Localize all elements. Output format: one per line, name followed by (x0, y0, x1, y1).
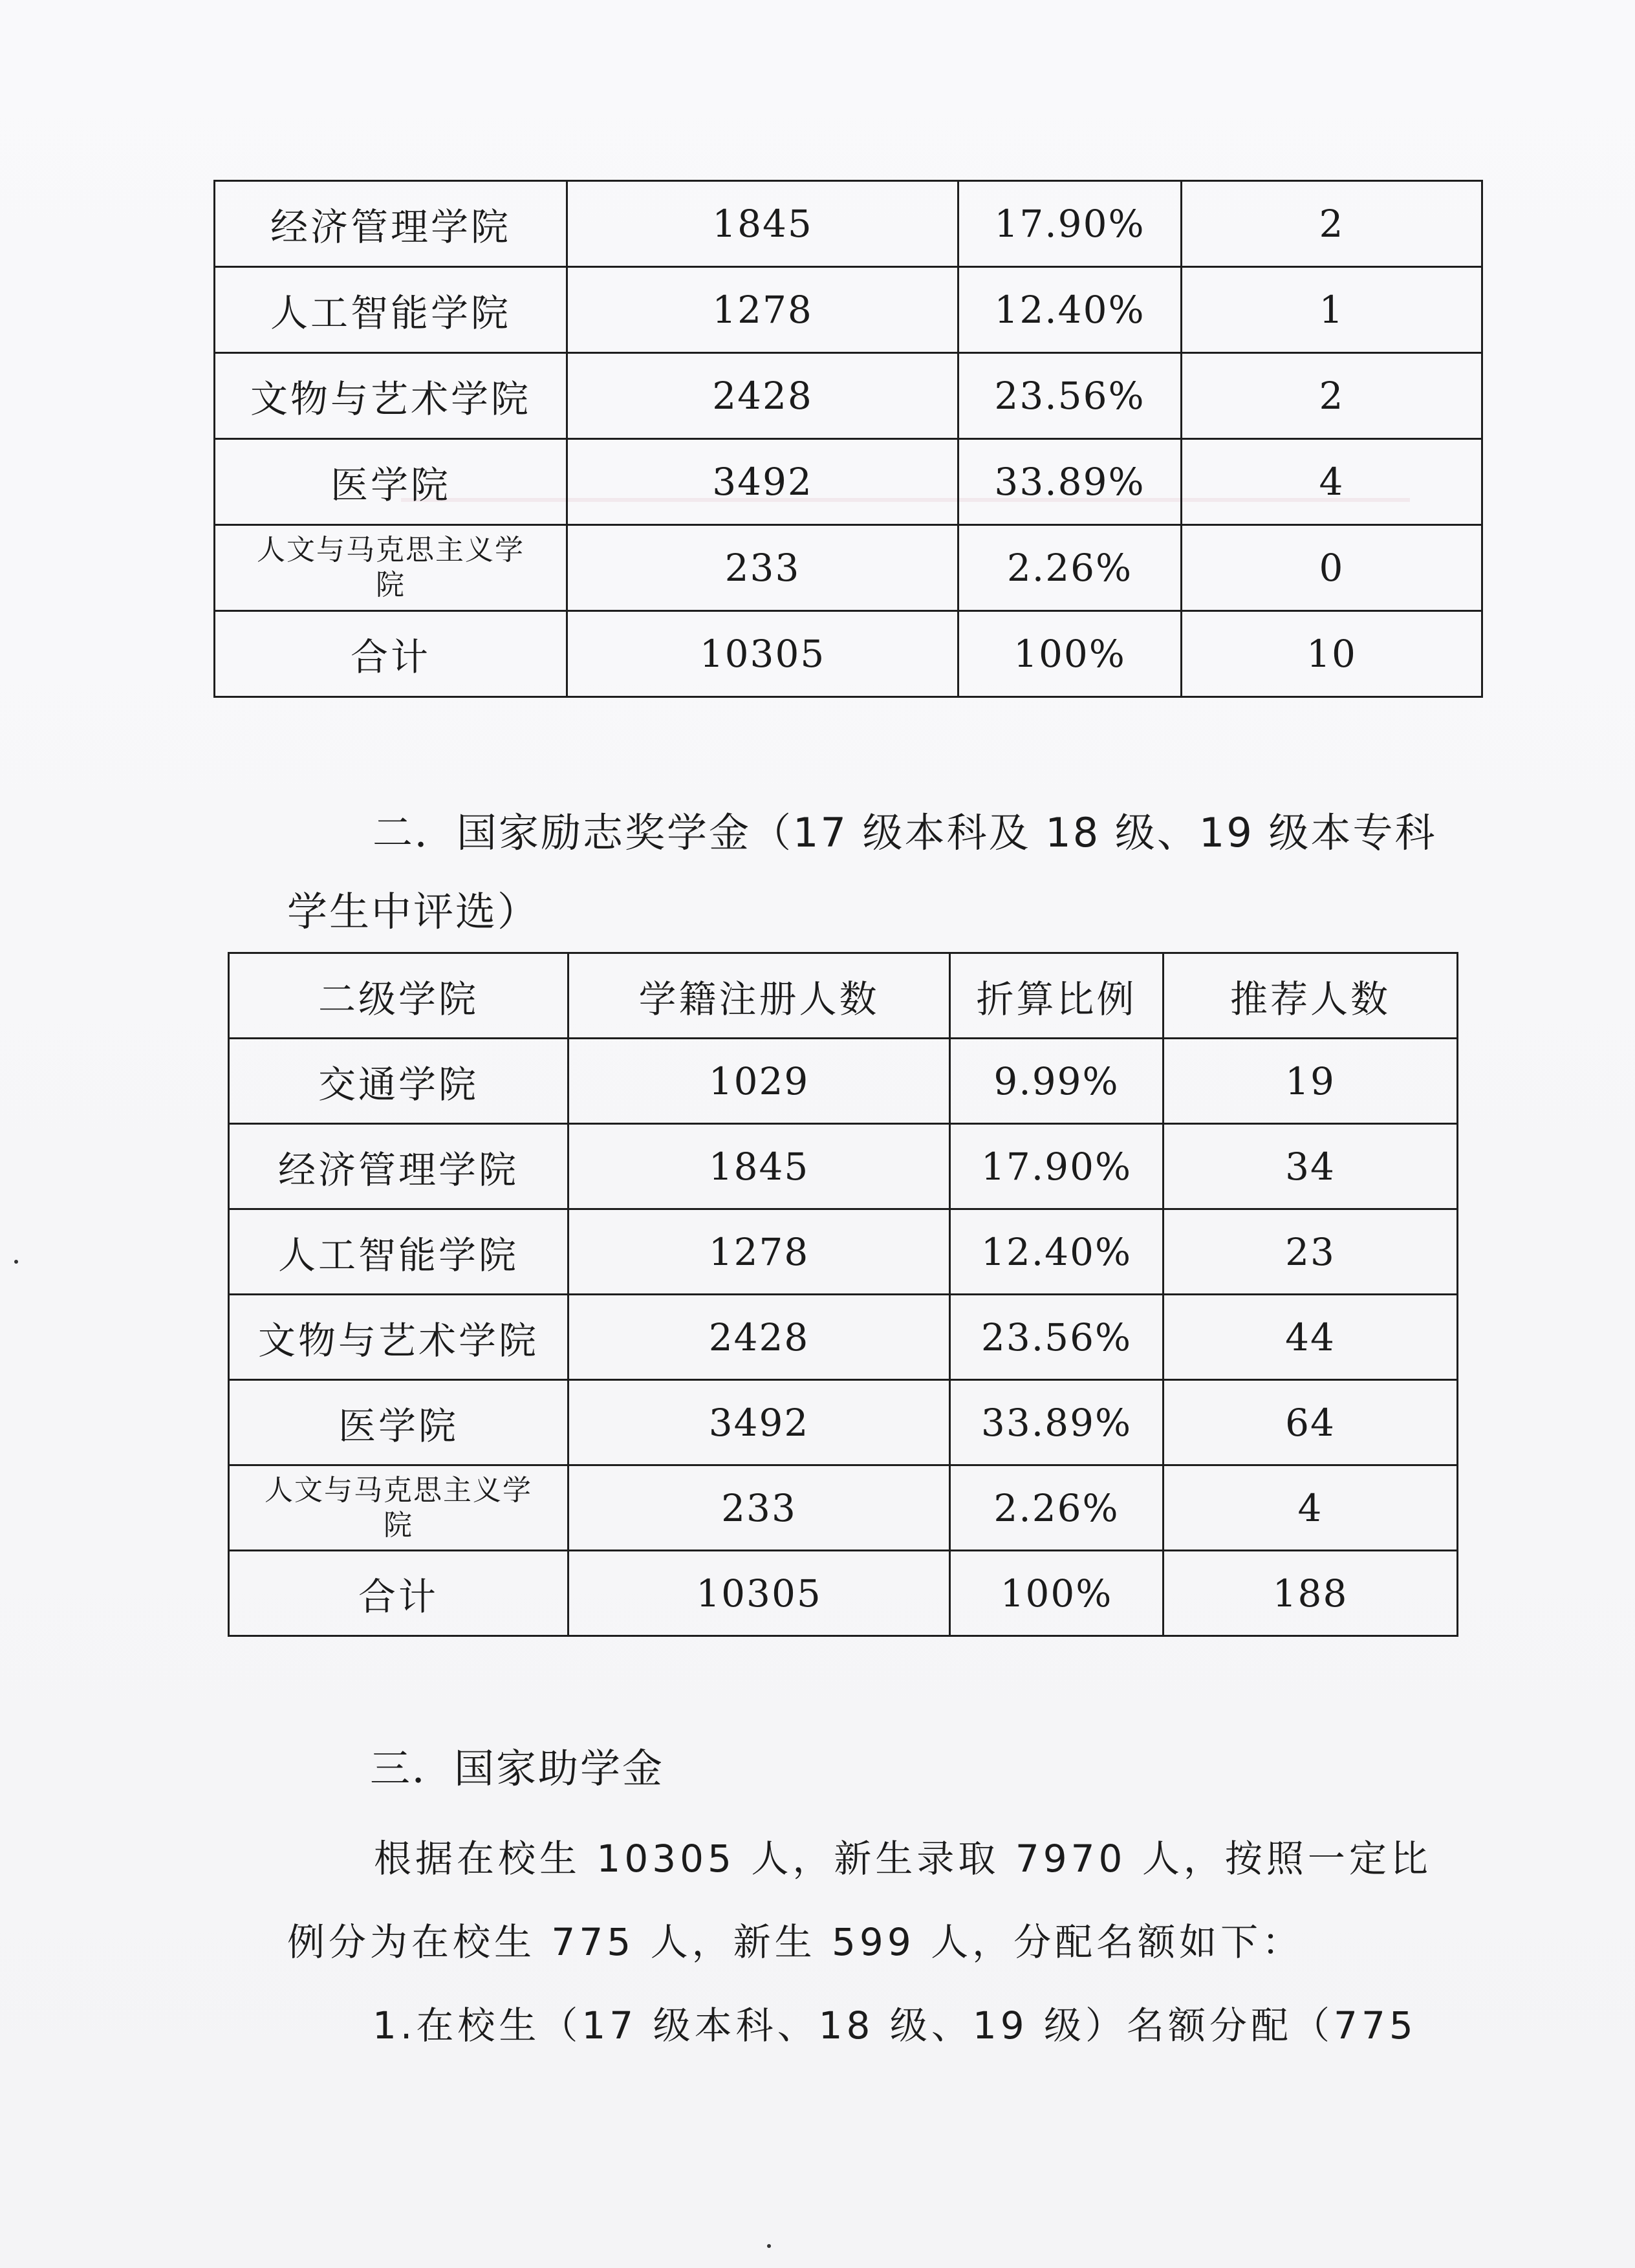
college-cell: 人工智能学院 (229, 1209, 568, 1295)
ratio-cell: 23.56% (958, 353, 1182, 439)
ratio-cell: 17.90% (950, 1124, 1164, 1209)
quota-cell: 188 (1164, 1551, 1458, 1636)
table-row (215, 267, 1482, 353)
ratio-cell: 2.26% (950, 1465, 1164, 1551)
table-row (229, 1209, 1458, 1295)
table-row (229, 1039, 1458, 1124)
ratio-cell: 23.56% (950, 1295, 1164, 1380)
quota-cell: 34 (1164, 1124, 1458, 1209)
ratio-cell: 12.40% (958, 267, 1182, 353)
quota-cell: 44 (1164, 1295, 1458, 1380)
college-cell: 文物与艺术学院 (229, 1295, 568, 1380)
ratio-cell: 100% (950, 1551, 1164, 1636)
scan-speck (14, 1260, 18, 1264)
registered-count-cell: 2428 (567, 353, 958, 439)
college-cell: 医学院 (229, 1380, 568, 1465)
quota-cell: 19 (1164, 1039, 1458, 1124)
table-row (229, 1295, 1458, 1380)
registered-count-cell: 3492 (567, 439, 958, 525)
quota-cell: 4 (1164, 1465, 1458, 1551)
college-cell: 合计 (215, 611, 567, 697)
registered-count-cell: 2428 (568, 1295, 950, 1380)
college-cell: 经济管理学院 (229, 1124, 568, 1209)
registered-count-cell: 1845 (568, 1124, 950, 1209)
section-2-heading: 二．国家励志奖学金（17 级本科及 18 级、19 级本专科 (373, 809, 1437, 856)
college-cell: 合计 (229, 1551, 568, 1636)
college-cell: 交通学院 (229, 1039, 568, 1124)
college-cell: 医学院 (215, 439, 567, 525)
quota-cell: 0 (1182, 525, 1482, 611)
allocation-table-1-body (215, 181, 1482, 697)
table-row (229, 1380, 1458, 1465)
college-cell: 人工智能学院 (215, 267, 567, 353)
quota-cell: 2 (1182, 181, 1482, 267)
registered-count-cell: 10305 (568, 1551, 950, 1636)
column-header: 推荐人数 (1164, 953, 1458, 1039)
table-row (215, 611, 1482, 697)
quota-cell: 4 (1182, 439, 1482, 525)
allocation-table-2-body (229, 953, 1458, 1636)
registered-count-cell: 1278 (567, 267, 958, 353)
allocation-table-2 (228, 952, 1458, 1637)
ratio-cell: 33.89% (958, 439, 1182, 525)
table-row (215, 353, 1482, 439)
ratio-cell: 12.40% (950, 1209, 1164, 1295)
quota-cell: 23 (1164, 1209, 1458, 1295)
quota-cell: 10 (1182, 611, 1482, 697)
section-3-paragraph-line-2: 例分为在校生 775 人，新生 599 人，分配名额如下： (287, 1920, 1304, 1964)
registered-count-cell: 233 (567, 525, 958, 611)
table-header-row (229, 953, 1458, 1039)
quota-cell: 1 (1182, 267, 1482, 353)
registered-count-cell: 1845 (567, 181, 958, 267)
table-row (215, 439, 1482, 525)
table-row (215, 525, 1482, 611)
column-header: 折算比例 (950, 953, 1164, 1039)
registered-count-cell: 233 (568, 1465, 950, 1551)
ratio-cell: 100% (958, 611, 1182, 697)
table-row (215, 181, 1482, 267)
registered-count-cell: 1029 (568, 1039, 950, 1124)
column-header: 二级学院 (229, 953, 568, 1039)
table-row (229, 1124, 1458, 1209)
college-cell: 文物与艺术学院 (215, 353, 567, 439)
quota-cell: 64 (1164, 1380, 1458, 1465)
registered-count-cell: 3492 (568, 1380, 950, 1465)
registered-count-cell: 10305 (567, 611, 958, 697)
ratio-cell: 17.90% (958, 181, 1182, 267)
table-row (229, 1551, 1458, 1636)
college-cell: 人文与马克思主义学 院 (215, 525, 567, 611)
college-cell: 人文与马克思主义学 院 (229, 1465, 568, 1551)
section-3-heading: 三．国家助学金 (370, 1745, 665, 1792)
scan-speck (767, 2244, 771, 2248)
section-3-item-1: 1.在校生（17 级本科、18 级、19 级）名额分配（775 (373, 2003, 1417, 2047)
ratio-cell: 9.99% (950, 1039, 1164, 1124)
allocation-table-1 (213, 180, 1483, 698)
column-header: 学籍注册人数 (568, 953, 950, 1039)
section-3-paragraph-line-1: 根据在校生 10305 人，新生录取 7970 人，按照一定比 (374, 1837, 1432, 1881)
registered-count-cell: 1278 (568, 1209, 950, 1295)
section-2-heading-continued: 学生中评选） (287, 888, 540, 935)
table-row (229, 1465, 1458, 1551)
ratio-cell: 2.26% (958, 525, 1182, 611)
ratio-cell: 33.89% (950, 1380, 1164, 1465)
college-cell: 经济管理学院 (215, 181, 567, 267)
quota-cell: 2 (1182, 353, 1482, 439)
